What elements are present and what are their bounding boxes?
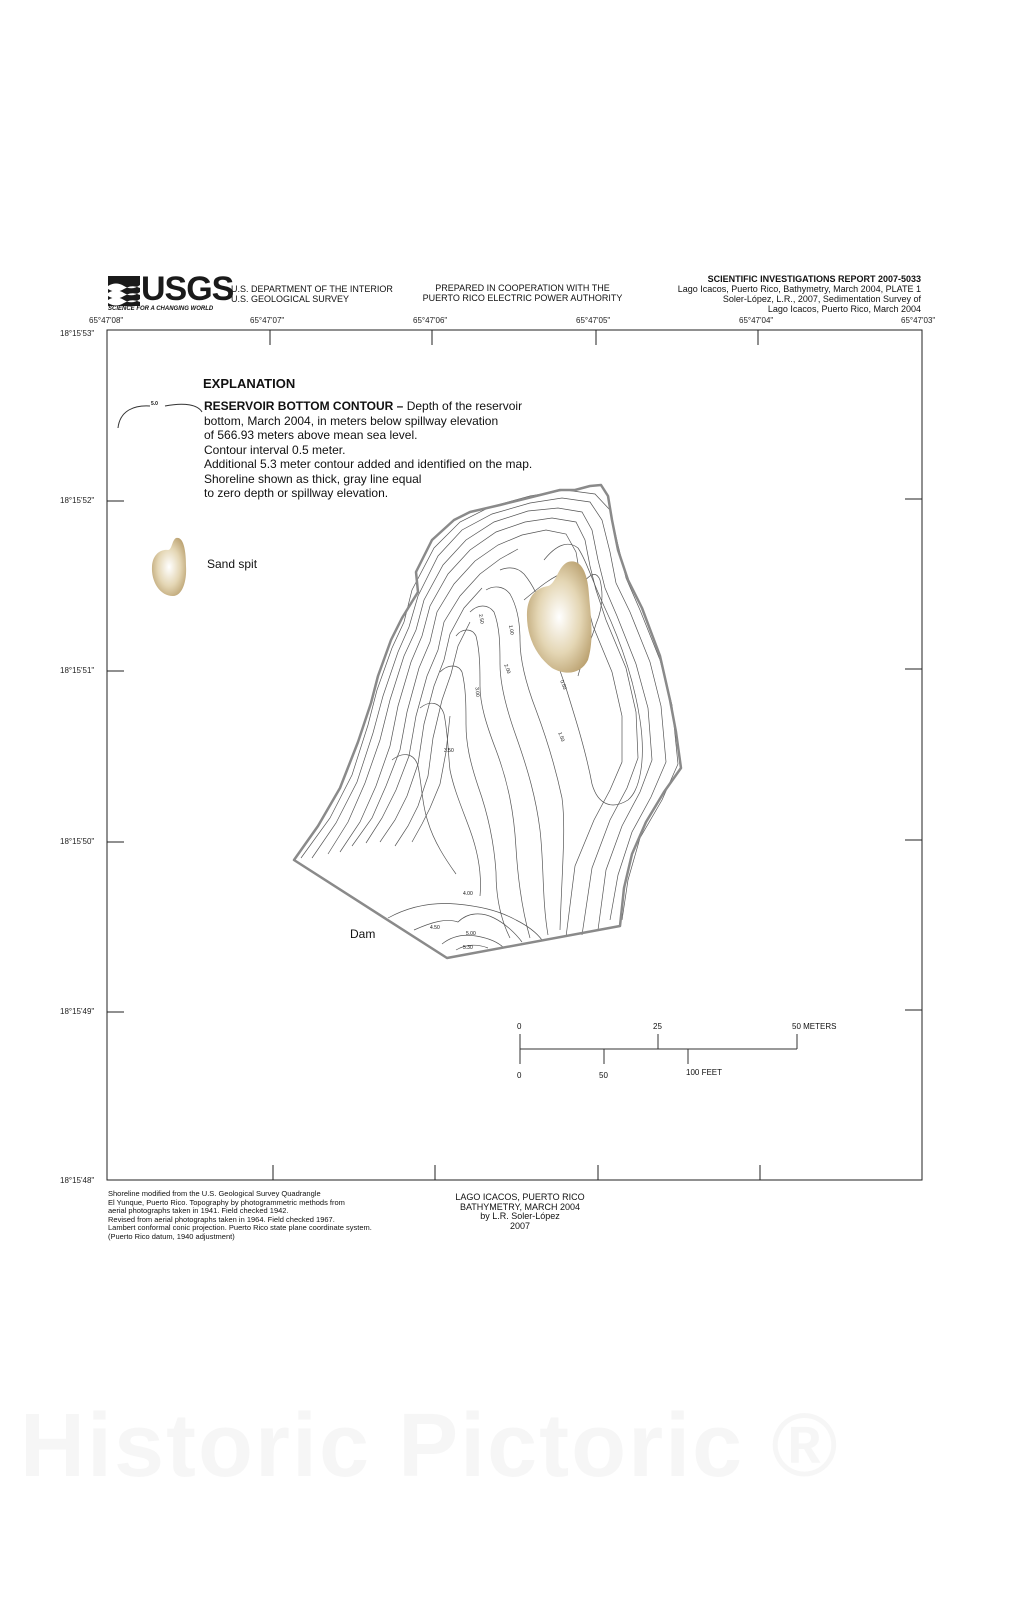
scale-m-0: 0 — [517, 1022, 522, 1031]
lat-label-6: 18°15'48" — [60, 1176, 95, 1185]
scale-ft-100: 100 FEET — [686, 1068, 723, 1077]
report-line4: Lago Icacos, Puerto Rico, March 2004 — [767, 304, 921, 314]
sand-spit-label: Sand spit — [207, 557, 258, 571]
source-line4: Revised from aerial photographs taken in 1964. Field checked 1967. — [108, 1214, 335, 1224]
legend-sand-spit-swatch — [152, 538, 186, 596]
title-line4: 2007 — [509, 1220, 531, 1231]
scale-m-25: 25 — [653, 1022, 662, 1031]
contour-label-5-30: 5.30 — [463, 945, 473, 951]
contour-line6: Shoreline shown as thick, gray line equal — [204, 471, 422, 486]
watermark — [20, 1395, 840, 1498]
contour-label-3-00: 3.00 — [473, 686, 481, 698]
department-line2: U.S. GEOLOGICAL SURVEY — [231, 294, 350, 304]
lon-label-6: 65°47'03" — [901, 316, 936, 325]
title-line1: LAGO ICACOS, PUERTO RICO — [455, 1192, 585, 1202]
lon-label-3: 65°47'06" — [413, 316, 448, 325]
contour-label-5-00: 5.00 — [466, 931, 476, 937]
scale-bar-graphic — [520, 1034, 797, 1064]
scale-ft-50: 50 — [599, 1071, 608, 1080]
reservoir-sand-spit — [527, 561, 592, 672]
report-line2: Lago Icacos, Puerto Rico, Bathymetry, March 2004, PLATE 1 — [677, 284, 921, 294]
contour-label-4-00: 4.00 — [463, 891, 473, 897]
source-line2: El Yunque, Puerto Rico. Topography by photogrammetric methods from — [108, 1197, 345, 1207]
lon-label-2: 65°47'07" — [250, 316, 285, 325]
legend-contour-sample — [118, 404, 202, 428]
map-source-notes — [108, 1190, 428, 1241]
contour-line7: to zero depth or spillway elevation. — [204, 486, 389, 500]
contour-line3: of 566.93 meters above mean sea level. — [204, 428, 418, 442]
scale-ft-0: 0 — [517, 1071, 522, 1080]
lat-label-3: 18°15'51" — [60, 666, 95, 675]
legend-contour-sample-label: 5.0 — [151, 401, 158, 407]
lat-label-4: 18°15'50" — [60, 837, 95, 846]
report-line1: SCIENTIFIC INVESTIGATIONS REPORT 2007-5033 — [707, 274, 921, 284]
title-line3: by L.R. Soler-López — [480, 1211, 560, 1221]
contour-label-1-50: 1.50 — [556, 731, 566, 743]
lon-label-5: 65°47'04" — [739, 316, 774, 325]
report-line3: Soler-López, L.R., 2007, Sedimentation Survey of — [722, 294, 921, 304]
source-line6: (Puerto Rico datum, 1940 adjustment) — [108, 1231, 235, 1241]
explanation-title: EXPLANATION — [203, 376, 296, 391]
title-line2: BATHYMETRY, MARCH 2004 — [459, 1201, 581, 1212]
cooperation-line1: PREPARED IN COOPERATION WITH THE — [435, 283, 610, 293]
contour-line4: Contour interval 0.5 meter. — [204, 442, 346, 457]
map-title-block — [420, 1193, 620, 1231]
logo-text: USGS — [141, 270, 234, 308]
contour-label-1-00: 1.00 — [507, 624, 515, 636]
lon-label-1: 65°47'08" — [89, 316, 124, 325]
source-line5: Lambert conformal conic projection. Puerto Rico state plane coordinate system. — [108, 1223, 372, 1232]
source-line1: Shoreline modified from the U.S. Geological Survey Quadrangle — [108, 1189, 321, 1198]
logo-tagline: SCIENCE FOR A CHANGING WORLD — [108, 306, 214, 312]
contour-label-4-50: 4.50 — [430, 925, 440, 931]
department-line1: U.S. DEPARTMENT OF THE INTERIOR — [231, 284, 393, 294]
contour-heading: RESERVOIR BOTTOM CONTOUR – — [204, 399, 404, 413]
contour-label-2-00: 2.00 — [502, 663, 512, 675]
contour-label-3-50: 3.50 — [444, 748, 454, 754]
cooperation-line2: PUERTO RICO ELECTRIC POWER AUTHORITY — [422, 293, 623, 303]
reservoir-shoreline — [294, 485, 681, 958]
lon-label-4: 65°47'05" — [576, 316, 611, 325]
contour-label-2-50: 2.50 — [477, 613, 485, 625]
source-line3: aerial photographs taken in 1941. Field checked 1942. — [108, 1206, 289, 1215]
contour-line2: bottom, March 2004, in meters below spillway elevation — [204, 413, 499, 428]
contour-line5: Additional 5.3 meter contour added and identified on the map. — [204, 457, 533, 471]
contour-label-0-50: 0.50 — [558, 679, 568, 691]
dam-label: Dam — [350, 927, 376, 941]
lat-label-2: 18°15'52" — [60, 496, 95, 505]
lat-label-1: 18°15'53" — [60, 329, 95, 338]
scale-m-50: 50 METERS — [792, 1022, 837, 1031]
contour-line1: Depth of the reservoir — [403, 399, 523, 413]
contour-explanation — [204, 399, 624, 501]
lat-label-5: 18°15'49" — [60, 1007, 95, 1016]
